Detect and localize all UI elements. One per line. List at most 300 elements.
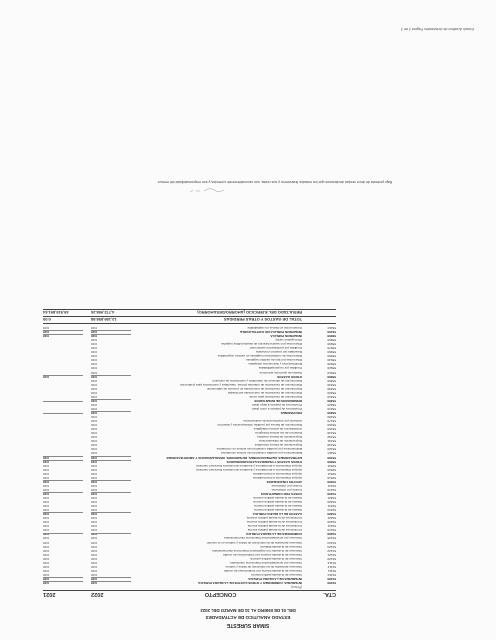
row-2022: 0.00 — [91, 390, 98, 395]
table-row — [43, 375, 336, 379]
table-row — [43, 456, 336, 460]
table-row — [43, 504, 336, 508]
row-code: 55960 — [327, 350, 336, 355]
row-concept: ESTIMACIONES, DEPRECIACIONES, DETERIOROS, OBSOLESCENCIA Y AMORTIZACIONES — [166, 455, 302, 460]
row-code: 54321 — [327, 496, 336, 500]
row-code: 55170 — [327, 419, 336, 424]
table-row — [43, 435, 336, 439]
row-concept: APOYOS FINANCIEROS — [266, 479, 302, 484]
row-2021: 0.00 — [43, 532, 91, 536]
table-row — [43, 500, 336, 504]
table-row — [43, 342, 336, 346]
row-2022: 0.00 — [91, 552, 98, 557]
row-concept: Intereses por arrendamientos financieros nacionales — [230, 560, 302, 565]
row-2022: 0.00 — [91, 564, 98, 569]
row-2021: 0.00 — [43, 552, 50, 557]
result-2022: 4,772,908.26 — [91, 310, 115, 316]
row-2021: 0.00 — [43, 536, 50, 541]
row-code: 54110 — [327, 572, 336, 577]
row-concept: Apoyos financieros a ahorradores y deudores del sistema financiero nacional — [196, 463, 302, 468]
row-2022: 0.00 — [91, 516, 98, 521]
row-code: 54100 — [327, 576, 336, 581]
row-2022: 0.00 — [91, 475, 98, 480]
row-code: 51000 — [327, 580, 336, 585]
row-code: 54510 — [327, 475, 336, 480]
row-concept: Disminucion de bienes por perdida, obsolescencia y deterioro — [217, 423, 302, 428]
table-row — [43, 403, 336, 407]
row-2022: 0.00 — [91, 402, 98, 407]
table-row — [43, 468, 336, 472]
table-row — [43, 427, 336, 431]
row-2021: 0.00 — [43, 471, 50, 476]
row-2022: 0.00 — [91, 524, 98, 529]
row-2022: 0.00 — [91, 572, 98, 577]
table-row — [43, 346, 336, 350]
row-2022: 0.00 — [91, 354, 98, 359]
row-2021: 0.00 — [43, 326, 50, 331]
row-code: 54200 — [327, 532, 336, 537]
row-code: 55110 — [327, 451, 336, 456]
row-concept: Gastos de la deuda publica externa — [253, 496, 302, 500]
row-concept: Gastos de ejercicios anteriores — [259, 370, 302, 375]
row-2021: 0.00 — [43, 528, 50, 533]
table-row — [43, 496, 336, 500]
row-2022: 0.00 — [91, 556, 98, 561]
row-concept: Disminucion de almacen de materiales y suministros de consumo — [212, 378, 302, 383]
row-2021: 0.00 — [43, 581, 91, 585]
table-row — [43, 484, 336, 488]
row-concept: Comisiones de la deuda publica externa — [246, 520, 302, 525]
row-2022: 0.00 — [91, 358, 98, 363]
row-concept: INVERSION PUBLICA — [270, 334, 302, 339]
table-row — [43, 532, 336, 536]
table-row — [43, 362, 336, 366]
row-code: 54520 — [327, 467, 336, 472]
row-2021: 0.00 — [43, 463, 50, 468]
row-code: 56100 — [327, 330, 336, 335]
row-code: 54124 — [327, 540, 336, 545]
table-row — [43, 512, 336, 516]
column-header-row — [43, 590, 336, 602]
row-2022: 0.00 — [91, 480, 139, 484]
table-row — [43, 577, 336, 581]
table-row — [43, 330, 336, 334]
row-2022: 0.00 — [91, 406, 98, 411]
table-body — [43, 326, 336, 585]
row-concept: Otros gastos varios — [275, 338, 302, 343]
row-2021: 0.00 — [43, 564, 50, 569]
row-2022: 0.00 — [91, 512, 139, 516]
table-row — [43, 480, 336, 484]
row-code: 54410 — [327, 487, 336, 492]
row-code: 55000 — [327, 459, 336, 464]
row-2021: 0.00 — [43, 504, 50, 509]
row-2022: 0.00 — [91, 492, 139, 496]
row-concept: Estimaciones por perdida o deterioro de activos circulantes — [221, 451, 302, 456]
row-code: 54122 — [327, 548, 336, 553]
column-2022: 2022 — [91, 591, 104, 597]
row-2022: 0.00 — [91, 456, 139, 460]
row-code: 55120 — [327, 447, 336, 452]
row-concept: Diferencias por tipo de cambio negativas — [246, 358, 302, 363]
table-row — [43, 350, 336, 354]
row-concept: Provisiones de pasivos a largo plazo — [251, 402, 302, 407]
row-2022: 0.00 — [91, 463, 98, 468]
row-2022: 0.00 — [91, 483, 98, 488]
row-2022: 0.00 — [91, 427, 98, 432]
row-2021: 0.00 — [43, 548, 50, 553]
row-code: 54311 — [327, 504, 336, 509]
row-concept: Intereses de la deuda bilateral — [260, 544, 302, 549]
table-row — [43, 545, 336, 549]
row-concept: Depreciacion de infraestructura — [259, 439, 302, 444]
signature-mark — [186, 188, 226, 194]
row-concept: OTROS GASTOS — [277, 374, 302, 379]
row-2021: 0.00 — [43, 460, 91, 464]
row-concept: Intereses de la deuda externa con instituciones de credito — [222, 552, 302, 557]
row-2022: 0.00 — [91, 568, 98, 573]
table-row — [43, 395, 336, 399]
row-2021: 0.00 — [43, 480, 91, 484]
row-concept: Perdidas por responsabilidades — [258, 366, 302, 371]
table-row — [43, 431, 336, 435]
table-row — [43, 536, 336, 540]
row-code: 55131 — [327, 439, 336, 444]
table-row — [43, 443, 336, 447]
table-row — [43, 407, 336, 411]
report-period: DEL 01 DE ENERO AL 31 DE MARZO DEL 2022 — [200, 608, 296, 613]
row-concept: Resultado por posicion monetaria — [255, 350, 302, 355]
row-code: 54220 — [327, 520, 336, 525]
table-row — [43, 411, 336, 415]
row-concept: GASTOS DE LA DEUDA PUBLICA — [252, 512, 302, 517]
table-row — [43, 354, 336, 358]
table-row — [43, 557, 336, 561]
row-concept: Gastos de la deuda publica externa — [253, 500, 302, 505]
row-2021: 0.00 — [43, 334, 91, 338]
row-2022: 0.00 — [91, 342, 98, 347]
row-2022: 0.00 — [91, 487, 98, 492]
row-2022: 0.00 — [91, 382, 98, 387]
row-concept: Amortizacion de activos intangibles — [253, 427, 302, 432]
row-concept: OTROS GASTOS Y PERDIDAS EXTRAORDINARIAS — [226, 459, 302, 464]
total-2022: 12,189,858.88 — [91, 317, 117, 323]
row-2022: 0.00 — [91, 536, 98, 541]
row-code: 55100 — [327, 455, 336, 460]
row-code: 55940 — [327, 358, 336, 363]
result-label: RESULTADO DEL EJERCICIO (AHORRO/DESAHORRO) — [197, 310, 302, 316]
row-2021: 0.00 — [43, 456, 91, 460]
row-concept: Depreciacion de bienes inmuebles — [254, 443, 302, 448]
row-code: 55900 — [327, 374, 336, 379]
row-code: 55350 — [327, 378, 336, 383]
row-code: 55130 — [327, 443, 336, 448]
table-row — [43, 581, 336, 585]
row-2021: 0.00 — [43, 556, 50, 561]
row-concept: Comisiones de la deuda publica interna — [247, 528, 302, 533]
table-row — [43, 524, 336, 528]
row-code: 54511 — [327, 471, 336, 476]
row-2022: 0.00 — [91, 520, 98, 525]
row-code: 54120 — [327, 556, 336, 561]
row-2022: 0.00 — [91, 577, 139, 581]
row-concept: Aumento por insuficiencia de estimaciones — [243, 419, 302, 424]
table-row — [43, 366, 336, 370]
table-row — [43, 528, 336, 532]
row-concept: PROVISIONES — [280, 411, 302, 416]
page-footer: Estado Analitico de Actividades Pagina 3 de 3 — [400, 27, 474, 31]
row-2022: 0.00 — [91, 581, 139, 585]
table-row — [43, 540, 336, 544]
row-code: 55970 — [327, 346, 336, 351]
column-concept: CONCEPTO — [204, 591, 237, 597]
table-row — [43, 334, 336, 338]
row-2022: 0.00 — [91, 443, 98, 448]
row-concept: Intereses derivados de la colocacion de titulos y valores — [225, 564, 302, 569]
row-concept: COSTO POR COBERTURAS — [260, 491, 302, 496]
row-concept: COMISIONES DE LA DEUDA PUBLICA — [245, 532, 302, 537]
row-2022: 0.00 — [91, 544, 98, 549]
row-2022: 0.00 — [91, 447, 98, 452]
row-concept: Provisiones de pasivos a corto plazo — [251, 406, 302, 411]
row-code: 54400 — [327, 491, 336, 496]
row-concept: Disminucion de inventarios de mercancias terminadas — [227, 390, 302, 395]
row-2021: 0.00 — [43, 483, 50, 488]
row-2022: 0.00 — [91, 366, 98, 371]
row-concept: Bonificaciones y descuentos otorgados — [248, 362, 302, 367]
table-row — [43, 399, 336, 403]
units-row — [43, 585, 336, 590]
table-row — [43, 419, 336, 423]
table-row — [43, 439, 336, 443]
row-2022: 0.00 — [91, 560, 98, 565]
row-2022: 0.00 — [91, 496, 98, 500]
total-row — [43, 316, 336, 324]
row-code: 55150 — [327, 427, 336, 432]
row-concept: Gastos de la deuda publica interna — [254, 504, 302, 509]
row-code: 54121 — [327, 552, 336, 557]
row-code: 55920 — [327, 366, 336, 371]
table-row — [43, 565, 336, 569]
row-2022: 0.00 — [91, 394, 98, 399]
table-row — [43, 383, 336, 387]
row-concept: Apoyos financieros a ahorradores y deudores del sistema financiero nacional — [196, 467, 302, 472]
result-row — [43, 309, 336, 316]
row-2021: 0.00 — [43, 487, 50, 492]
row-concept: DISMINUCION DE INVENTARIOS — [254, 398, 302, 403]
row-code: 55180 — [327, 415, 336, 420]
row-2022: 0.00 — [91, 423, 98, 428]
row-2021: 0.00 — [43, 475, 50, 480]
table-row — [43, 447, 336, 451]
row-2022: 0.00 — [91, 326, 98, 331]
row-2021: 0.00 — [43, 512, 91, 516]
row-2021: 0.00 — [43, 560, 50, 565]
row-concept: Intereses de la deuda con organismos financieros internacionales — [212, 548, 302, 553]
row-2022: 0.00 — [91, 386, 98, 391]
table-row — [43, 379, 336, 383]
row-2022: 0.00 — [91, 362, 98, 367]
row-2021: 0.00 — [43, 540, 50, 545]
row-2021: 0.00 — [43, 330, 91, 334]
row-concept: Intereses de la deuda interna con instituciones de credito — [223, 568, 302, 573]
row-2021: 0.00 — [43, 572, 50, 577]
row-concept: Comisiones de la deuda publica externa — [246, 516, 302, 521]
row-2022: 0.00 — [91, 460, 139, 464]
row-2021: 0.00 — [43, 520, 50, 525]
row-2021: 0.00 — [43, 516, 50, 521]
row-2022: 0.00 — [91, 540, 98, 545]
row-concept: Estimaciones por perdida o deterioro de activos no circulantes — [216, 447, 302, 452]
table-row — [43, 516, 336, 520]
row-2022: 0.00 — [91, 532, 139, 536]
report-title: ESTADO ANALITICO DE ACTIVIDADES — [205, 615, 291, 620]
row-2022: 0.00 — [91, 435, 98, 440]
table-row — [43, 549, 336, 553]
result-2021: 45,515,891.64 — [43, 310, 69, 316]
row-2022: 0.00 — [91, 399, 139, 403]
protest-statement: Bajo protesta de decir verdad declaramos que los estados financieros y sus notas, son razonablemente correctos y son responsabilidad del emisor. — [157, 180, 392, 184]
row-2022: 0.00 — [91, 528, 98, 533]
row-concept: INTERESES DE LA DEUDA PUBLICA — [248, 576, 302, 581]
row-code: 55160 — [327, 423, 336, 428]
row-code: 55990 — [327, 338, 336, 343]
table-row — [43, 520, 336, 524]
row-code: 54411 — [327, 483, 336, 488]
row-2022: 0.00 — [91, 370, 98, 375]
row-concept: Comisiones de la deuda publica interna — [247, 524, 302, 529]
row-concept: INTERESES, COMISIONES Y OTROS GASTOS DE LA DEUDA PUBLICA — [198, 580, 302, 585]
column-code: CTA. — [323, 591, 336, 597]
row-code: 55210 — [327, 406, 336, 411]
row-code: 54211 — [327, 524, 336, 529]
row-concept: Disminucion de inventarios para venta — [249, 394, 302, 399]
row-code: 55300 — [327, 398, 336, 403]
table-row — [43, 573, 336, 577]
row-concept: Depreciacion de bienes muebles — [257, 435, 302, 440]
row-2022: 0.00 — [91, 548, 98, 553]
table-row — [43, 508, 336, 512]
row-2021: 0.00 — [43, 492, 91, 496]
row-code: 54310 — [327, 508, 336, 513]
column-2021: 2021 — [43, 591, 56, 597]
row-code: 55220 — [327, 402, 336, 407]
row-2022: 0.00 — [91, 504, 98, 509]
table-row — [43, 338, 336, 342]
row-code: 54123 — [327, 544, 336, 549]
row-2022: 0.00 — [91, 350, 98, 355]
row-code: 54500 — [327, 479, 336, 484]
row-2022: 0.00 — [91, 451, 98, 456]
table-row — [43, 488, 336, 492]
table-row — [43, 561, 336, 565]
row-2022: 0.00 — [91, 415, 98, 420]
row-code: 55320 — [327, 390, 336, 395]
row-concept: Costos por coberturas — [271, 483, 302, 488]
row-code: 55340 — [327, 382, 336, 387]
row-2022: 0.00 — [91, 467, 98, 472]
table-row — [43, 423, 336, 427]
row-concept: INVERSION PUBLICA NO CAPITALIZABLE — [239, 330, 302, 335]
row-2022: 0.00 — [91, 439, 98, 444]
row-concept: Apoyos financieros a intermediarios — [252, 471, 302, 476]
table-row — [43, 358, 336, 362]
row-code: 55200 — [327, 411, 336, 416]
row-concept: Apoyos financieros a intermediarios — [252, 475, 302, 480]
row-code: 55910 — [327, 370, 336, 375]
row-2022: 0.00 — [91, 471, 98, 476]
row-2022: 0.00 — [91, 334, 139, 338]
row-concept: Disminucion de inventarios de materias primas, materiales y suministros para produccion — [179, 382, 302, 387]
table-row — [43, 387, 336, 391]
row-2021: 0.00 — [43, 496, 50, 500]
row-2021: 0.00 — [43, 500, 50, 505]
row-2022: 0.00 — [91, 500, 98, 505]
row-2022: 0.00 — [91, 346, 98, 351]
row-concept: Intereses de la deuda publica interna — [251, 572, 302, 577]
total-label: TOTAL DE GASTOS Y OTRAS PERDIDAS — [223, 317, 302, 323]
row-concept: Intereses de la deuda publica externa — [250, 556, 302, 561]
row-concept: Intereses derivados de la colocacion de titulos y valores en el exterior — [206, 540, 302, 545]
row-2021: 0.00 — [43, 544, 50, 549]
row-concept: Diferencias de cotizaciones negativas en valores negociables — [217, 354, 302, 359]
row-code: 55132 — [327, 435, 336, 440]
row-concept: Gastos de la deuda publica interna — [254, 508, 302, 513]
units-label: (Pesos) — [291, 585, 302, 590]
row-code: 56000 — [327, 334, 336, 339]
row-code: 55930 — [327, 362, 336, 367]
table-row — [43, 476, 336, 480]
activities-table — [43, 309, 336, 602]
row-code: 54521 — [327, 463, 336, 468]
row-2022: 0.00 — [91, 338, 98, 343]
row-code: 55310 — [327, 394, 336, 399]
table-row — [43, 460, 336, 464]
row-2021: 0.00 — [43, 568, 50, 573]
row-2022: 0.00 — [91, 508, 98, 513]
row-2022: 0.00 — [91, 431, 98, 436]
row-2022: 0.00 — [91, 330, 139, 334]
row-code: 55330 — [327, 386, 336, 391]
table-row — [43, 391, 336, 395]
row-code: 56110 — [327, 326, 336, 331]
row-code: 54221 — [327, 516, 336, 521]
table-row — [43, 464, 336, 468]
table-row — [43, 569, 336, 573]
row-concept: Intereses por arrendamientos financieros internacionales — [224, 536, 302, 541]
row-2022: 0.00 — [91, 375, 139, 379]
row-2021: 0.00 — [43, 577, 91, 581]
row-code: 54125 — [327, 536, 336, 541]
table-row — [43, 492, 336, 496]
row-2022: 0.00 — [91, 378, 98, 383]
row-concept: Disminucion de inventarios de mercancias en proceso de elaboracion — [206, 386, 302, 391]
row-2022: 0.00 — [91, 419, 98, 424]
row-concept: Costos por coberturas — [271, 487, 302, 492]
row-code: 54320 — [327, 500, 336, 505]
row-2021: 0.00 — [43, 375, 91, 379]
row-code: 54112 — [327, 564, 336, 569]
row-concept: Perdidas por participacion patrimonial — [250, 346, 302, 351]
table-row — [43, 553, 336, 557]
row-concept: Construccion en bienes no capitalizable — [247, 326, 302, 331]
row-code: 54300 — [327, 512, 336, 517]
row-code: 55140 — [327, 431, 336, 436]
row-code: 54111 — [327, 568, 336, 573]
table-row — [43, 472, 336, 476]
entity-name: SIMAR SURESTE — [226, 622, 270, 628]
row-code: 55950 — [327, 354, 336, 359]
